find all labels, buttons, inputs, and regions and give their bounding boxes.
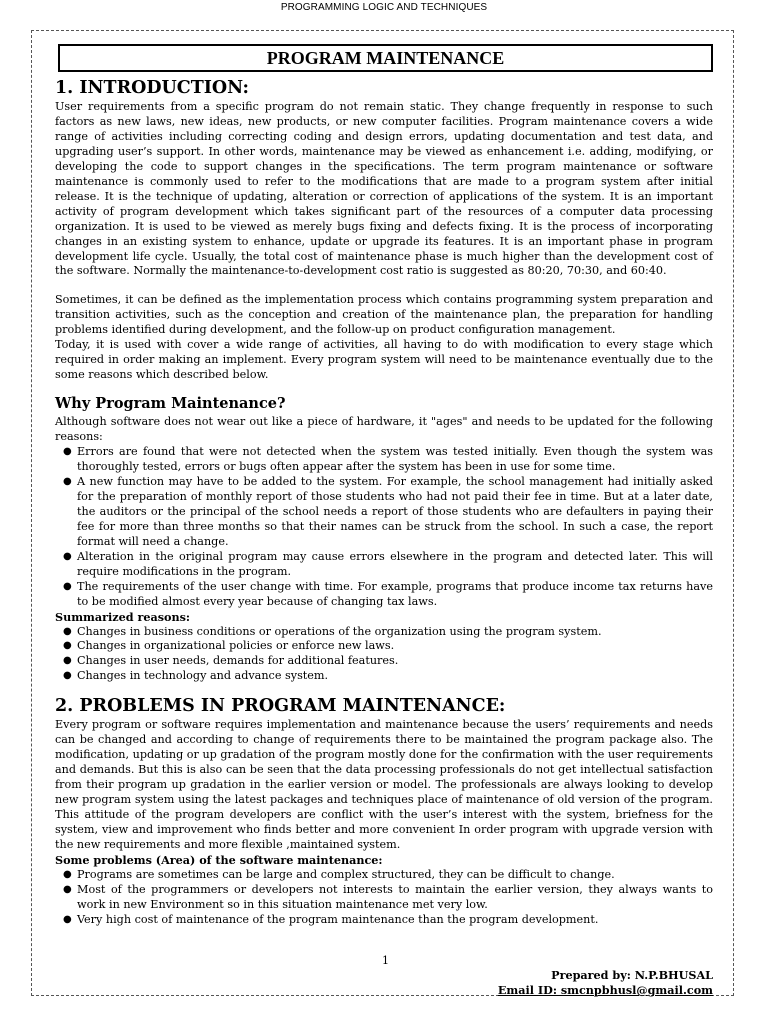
list-item: ● Very high cost of maintenance of the program maintenance than the program development. — [63, 912, 599, 926]
prepared-by: Prepared by: N.P.BHUSAL — [551, 968, 713, 982]
problems-paragraph: Every program or software requires implementation and maintenance because the users’ requirements and needs can be changed and according to change of requirements there to be maintained the program package also. The modification, updating or up gradation of the program mostly done for the confirmation with the user requirements and demands. But this is also can be seen that the data processing professionals do not get intellectual satisfaction from their program up gradation in the earlier version or model. The professionals are always looking to develop new program system using the latest packages and techniques place of maintenance of old version of the program. This attitude of the program developers are conflict with the user’s interest with the system, briefness for the system, view and improvement who finds better and more convenient In order program with upgrade version with the new requirements and more flexible ,maintained system. — [55, 718, 713, 851]
problems-subheading: Some problems (Area) of the software maintenance: — [55, 852, 383, 867]
why-heading: Why Program Maintenance? — [55, 395, 286, 413]
why-bullet-list — [55, 445, 713, 609]
list-item: ● A new function may have to be added to the system. For example, the school management had initially asked for the preparation of monthly report of those students who had not paid their fee in time. But at a later date, the auditors or the principal of the school needs a report of those students who are defaulters in paying their fee for more than three months so that their names can be struck from the school. In such a case, the report format will need a change. — [63, 474, 713, 548]
list-item: ● Changes in technology and advance system. — [63, 669, 329, 683]
problems-bullet-list — [55, 868, 713, 928]
list-item: ● Errors are found that were not detected when the system was tested initially. Even though the system was thoroughly tested, errors or bugs often appear after the system has been in use for some time. — [63, 445, 713, 474]
list-item: ● The requirements of the user change with time. For example, programs that produce income tax returns have to be modified almost every year because of changing tax laws. — [63, 579, 713, 608]
list-item: ● Changes in user needs, demands for additional features. — [63, 654, 399, 668]
list-item: ● Most of the programmers or developers not interests to maintain the earlier version, they always wants to work in new Environment so in this situation maintenance met very low. — [63, 882, 713, 911]
list-item: ● Alteration in the original program may cause errors elsewhere in the program and detected later. This will require modifications in the program. — [63, 549, 713, 578]
author-email: Email ID: smcnpbhusl@gmail.com — [497, 983, 713, 997]
summary-heading: Summarized reasons: — [55, 609, 191, 624]
intro-paragraph-2: Sometimes, it can be defined as the implementation process which contains programming system preparation and transition activities, such as the conception and creation of the maintenance plan, the preparation for handling problems identified during development, and the follow-up on product configuration management. — [55, 293, 713, 337]
list-item: ● Changes in business conditions or operations of the organization using the program system. — [63, 624, 602, 638]
list-item: ● Programs are sometimes can be large and complex structured, they can be difficult to change. — [63, 867, 615, 881]
section-heading-introduction: 1. INTRODUCTION: — [55, 78, 250, 98]
list-item: ● Changes in organizational policies or enforce new laws. — [63, 639, 395, 653]
intro-paragraph-1: User requirements from a specific program do not remain static. They change frequently in response to such factors as new laws, new ideas, new products, or new computer facilities. Program maintenance covers a wide range of activities including correcting coding and design errors, updating documentation and test data, and upgrading user’s support. In other words, maintenance may be viewed as enhancement i.e. adding, modifying, or developing the code to support changes in the specifications. The term program maintenance or software maintenance is commonly used to refer to the modifications that are made to a program system after initial release. It is the technique of updating, alteration or correction of applications of the system. It is an important activity of program development which takes significant part of the resources of a computer data processing organization. It is used to be viewed as merely bugs fixing and defects fixing. It is the process of incorporating changes in an existing system to enhance, update or upgrade its features. It is an important phase in program development life cycle. Usually, the total cost of maintenance phase is much higher than the development cost of the software. Normally the maintenance-to-development cost ratio is suggested as 80:20, 70:30, and 60:40. — [55, 100, 713, 278]
running-header: PROGRAMMING LOGIC AND TECHNIQUES — [280, 2, 488, 13]
intro-paragraph-3: Today, it is used with cover a wide range of activities, all having to do with modification to every stage which required in order making an implement. Every program system will need to be maintenance eventually due to the some reasons which described below. — [55, 338, 713, 382]
main-content — [55, 76, 713, 928]
why-intro: Although software does not wear out like a piece of hardware, it "ages" and needs to be updated for the following reasons: — [55, 415, 713, 444]
page-title: PROGRAM MAINTENANCE — [58, 44, 713, 72]
summary-list — [55, 625, 713, 685]
page-number: 1 — [382, 954, 389, 967]
footer — [498, 968, 713, 998]
section-heading-problems: 2. PROBLEMS IN PROGRAM MAINTENANCE: — [55, 696, 506, 717]
